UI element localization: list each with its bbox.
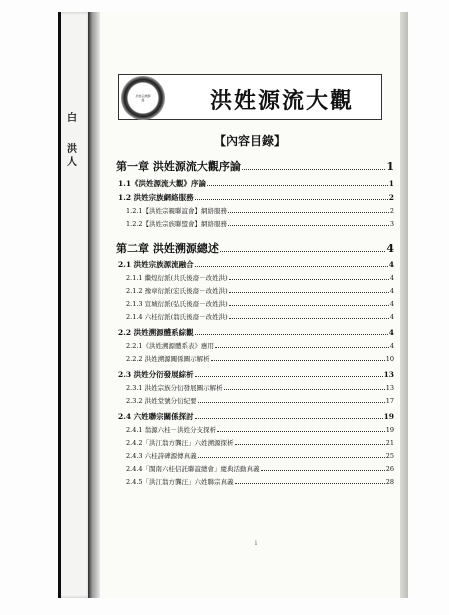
dot-leader <box>195 199 388 200</box>
dot-leader <box>261 470 385 471</box>
toc-entry-subsection[interactable] <box>126 477 394 486</box>
toc-entry-page: 25 <box>385 452 394 460</box>
toc-entry-subsection[interactable] <box>126 299 394 308</box>
toc-entry-section[interactable] <box>118 259 394 270</box>
toc-entry-subsection[interactable] <box>126 273 394 282</box>
dot-leader <box>235 444 385 445</box>
toc-entry-chapter[interactable] <box>116 240 394 256</box>
toc-entry-chapter[interactable] <box>116 158 394 174</box>
toc-entry-page: 13 <box>383 370 394 379</box>
dot-leader <box>229 318 389 319</box>
left-page-fragment: 白 <box>67 113 77 124</box>
dot-leader <box>207 185 388 186</box>
toc-entry-label: 2.1.4 六桂衍派(翁氏後裔－改姓洪) <box>126 313 228 321</box>
toc-entry-label: 2.4.5「洪江翁方龔汪」六姓聯宗真義 <box>126 478 234 486</box>
toc-entry-page: 13 <box>385 384 394 392</box>
dot-leader <box>211 360 385 361</box>
toc-entry-page: 26 <box>385 465 394 473</box>
toc-entry-subsection[interactable] <box>126 396 394 405</box>
dot-leader <box>242 169 386 170</box>
toc-entry-subsection[interactable] <box>126 383 394 392</box>
dot-leader <box>195 334 388 335</box>
toc-entry-subsection[interactable] <box>126 219 394 228</box>
toc-entry-subsection[interactable] <box>126 286 394 295</box>
dot-leader <box>229 292 389 293</box>
toc-entry-label: 2.4.1 翁源六桂－洪姓分支探析 <box>126 426 217 434</box>
toc-entry-page: 10 <box>385 355 394 363</box>
toc-entry-label: 2.4.3 六桂詩碑源傳真義 <box>126 452 197 460</box>
toc-entry-section[interactable] <box>118 411 394 422</box>
dot-leader <box>228 225 389 226</box>
toc-entry-label: 2.2.2 洪姓溯源關係圖示解析 <box>126 355 210 363</box>
toc-entry-label: 2.2 洪姓溯源體系綜觀 <box>118 328 194 337</box>
toc-entry-page: 1 <box>386 160 394 173</box>
toc-entry-label: 第一章 洪姓源流大觀序論 <box>116 160 241 173</box>
toc-entry-label: 2.4.4「閩南六桂信託聯誼總會」慶典活動真義 <box>126 465 260 473</box>
dot-leader <box>217 431 385 432</box>
left-page-edge <box>58 12 91 598</box>
toc-heading: 【內容目錄】 <box>213 134 286 148</box>
toc-entry-subsection[interactable] <box>126 312 394 321</box>
dot-leader <box>229 279 389 280</box>
toc-entry-subsection[interactable] <box>126 354 394 363</box>
toc-entry-page: 4 <box>389 274 394 282</box>
toc-entry-page: 4 <box>389 313 394 321</box>
dot-leader <box>235 483 385 484</box>
toc-entry-subsection[interactable] <box>126 438 394 447</box>
toc-entry-page: 28 <box>385 478 394 486</box>
toc-entry-section[interactable] <box>118 192 394 203</box>
book-title: 洪姓源流大觀 <box>209 88 354 114</box>
page-edge <box>400 12 408 598</box>
toc-entry-page: 4 <box>388 260 394 269</box>
left-page-fragment: 人 <box>67 157 77 168</box>
dot-leader <box>195 418 383 419</box>
dot-leader <box>195 376 383 377</box>
toc-entry-page: 2 <box>389 207 394 215</box>
toc-entry-section[interactable] <box>118 369 394 380</box>
toc-entry-label: 1.2.1【洪姓宗親聯誼會】網絡服務 <box>126 207 228 215</box>
toc-entry-page: 4 <box>386 242 394 255</box>
toc-entry-label: 2.1 洪姓宗族源流融合 <box>118 260 194 269</box>
dot-leader <box>228 212 389 213</box>
toc-entry-subsection[interactable] <box>126 451 394 460</box>
toc-entry-subsection[interactable] <box>126 425 394 434</box>
toc-entry-label: 2.1.1 繼煌衍派(共氏後裔－改姓洪) <box>126 274 228 282</box>
dot-leader <box>195 266 388 267</box>
toc-entry-subsection[interactable] <box>126 341 394 350</box>
toc-entry-subsection[interactable] <box>126 464 394 473</box>
dot-leader <box>215 347 389 348</box>
toc-entry-page: 3 <box>389 220 394 228</box>
toc-entry-page: 19 <box>385 426 394 434</box>
toc-entry-section[interactable] <box>118 178 394 189</box>
toc-entry-label: 1.2.2【洪姓宗族聯盟會】網絡服務 <box>126 220 228 228</box>
toc-entry-section[interactable] <box>118 327 394 338</box>
toc-entry-page: 19 <box>383 412 394 421</box>
toc-entry-page: 21 <box>385 439 394 447</box>
seal-text: 洪姓宗族網絡 <box>135 94 151 102</box>
toc-entry-label: 1.2 洪姓宗族網絡服務 <box>118 193 194 202</box>
toc-entry-label: 第二章 洪姓溯源總述 <box>116 242 219 255</box>
toc-entry-label: 1.1《洪姓源流大觀》序論 <box>118 179 207 188</box>
toc-entry-page: 17 <box>385 397 394 405</box>
toc-entry-label: 2.2.1《洪姓溯源體系表》應用 <box>126 342 215 350</box>
toc-entry-page: 4 <box>388 328 394 337</box>
dot-leader <box>220 251 386 252</box>
toc-entry-label: 2.3.1 洪姓宗族分衍發展圖示解析 <box>126 384 223 392</box>
toc-entry-label: 2.3 洪姓分衍發展綜析 <box>118 370 194 379</box>
toc-entry-page: 1 <box>388 179 394 188</box>
toc-entry-page: 4 <box>389 342 394 350</box>
toc-entry-label: 2.4 六姓聯宗關係探討 <box>118 412 194 421</box>
toc-entry-page: 4 <box>389 287 394 295</box>
dot-leader <box>224 389 385 390</box>
toc-entry-label: 2.4.2「洪江翁方龔汪」六姓溯源探析 <box>126 439 234 447</box>
toc-entry-label: 2.1.2 豫章衍派(宏氏後裔－改姓洪) <box>126 287 228 295</box>
dot-leader <box>198 402 385 403</box>
page-footer-mark: i <box>255 540 257 547</box>
dot-leader <box>229 305 389 306</box>
toc-entry-label: 2.3.2 洪姓堂號分衍紀要 <box>126 397 197 405</box>
toc-entry-page: 4 <box>389 300 394 308</box>
book-spine-shadow <box>88 12 100 598</box>
clan-seal-logo <box>121 76 165 120</box>
toc-entry-page: 2 <box>388 193 394 202</box>
toc-entry-subsection[interactable] <box>126 206 394 215</box>
left-page-fragment: 洪 <box>67 144 77 155</box>
dot-leader <box>198 457 385 458</box>
toc-entry-label: 2.1.3 宣城衍派(弘氏後裔－改姓洪) <box>126 300 228 308</box>
